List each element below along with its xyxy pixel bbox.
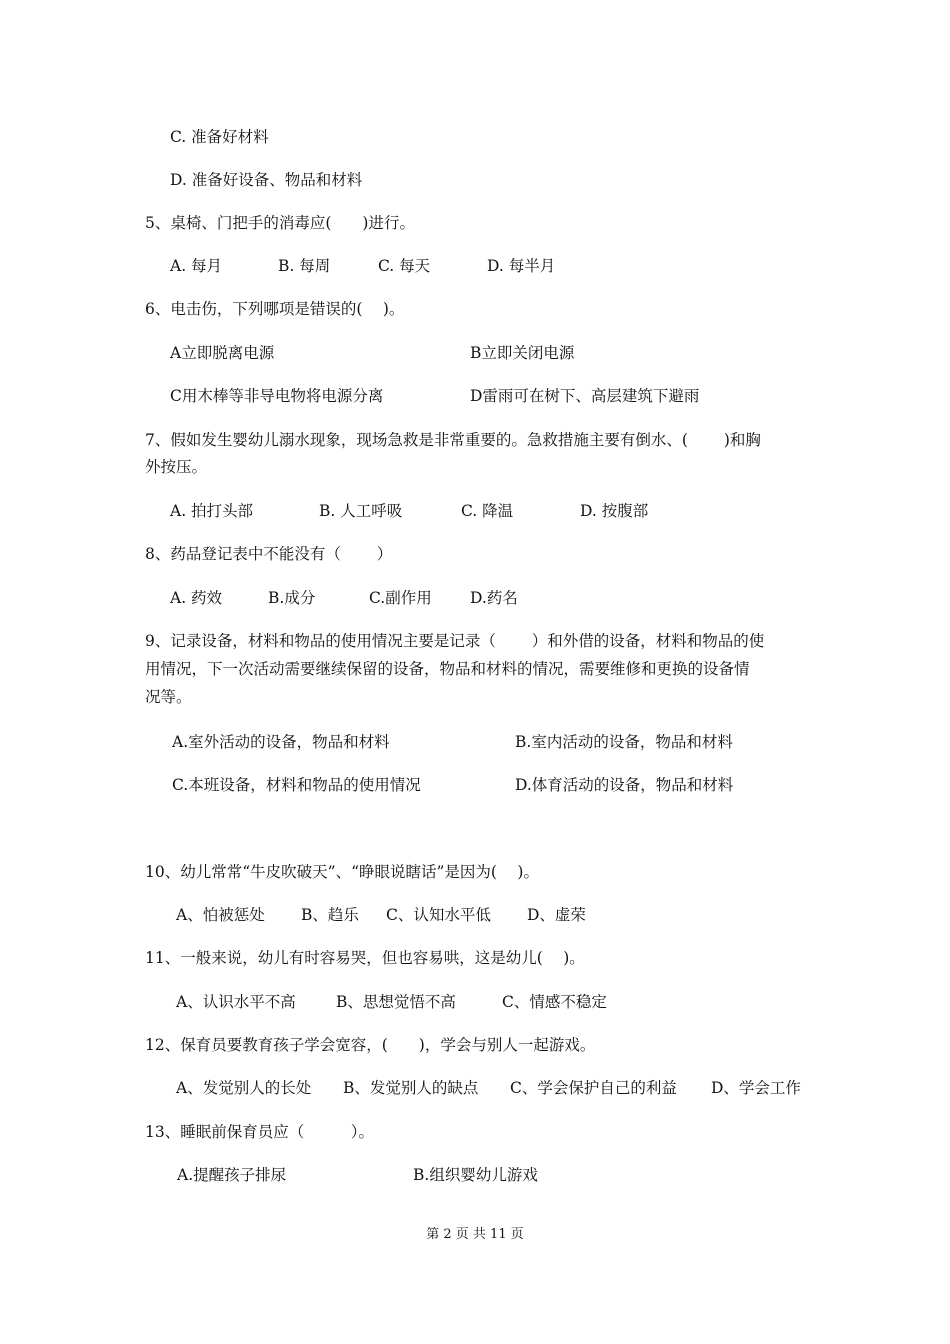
option-d: D.体育活动的设备，物品和材料	[515, 776, 734, 794]
option-c: C. 降温	[461, 502, 514, 520]
option-a: A、怕被惩处	[176, 906, 265, 924]
question-5: 5、桌椅、门把手的消毒应( )进行。	[145, 214, 415, 232]
question-13: 13、睡眠前保育员应（ ）。	[145, 1123, 374, 1141]
option-c: C.本班设备，材料和物品的使用情况	[172, 776, 421, 794]
option-b: B立即关闭电源	[470, 344, 575, 362]
question-9-line-2: 用情况，下一次活动需要继续保留的设备，物品和材料的情况，需要维修和更换的设备情	[145, 660, 750, 678]
option-d: D、学会工作	[711, 1079, 801, 1097]
option-c: C、学会保护自己的利益	[510, 1079, 677, 1097]
option-c: C、情感不稳定	[502, 993, 607, 1011]
question-9-line-1: 9、记录设备，材料和物品的使用情况主要是记录（ ）和外借的设备，材料和物品的使	[145, 632, 765, 650]
option-a: A.提醒孩子排尿	[177, 1166, 287, 1184]
option-a: A.室外活动的设备，物品和材料	[172, 733, 390, 751]
question-7-line-1: 7、假如发生婴幼儿溺水现象，现场急救是非常重要的。急救措施主要有倒水、( )和胸	[145, 431, 761, 449]
option-b: B、趋乐	[301, 906, 359, 924]
question-9-line-3: 况等。	[145, 688, 192, 706]
question-10: 10、幼儿常常“牛皮吹破天”、“睁眼说瞎话”是因为( )。	[145, 863, 539, 881]
option-a: A. 拍打头部	[170, 502, 254, 520]
question-6: 6、电击伤，下列哪项是错误的( )。	[145, 300, 405, 318]
question-8: 8、药品登记表中不能没有（ ）	[145, 545, 393, 563]
option-b: B. 每周	[278, 257, 331, 275]
option-c: C.副作用	[369, 589, 432, 607]
option-b: B. 人工呼吸	[319, 502, 403, 520]
option-c: C、认知水平低	[386, 906, 491, 924]
option-d: D、虚荣	[527, 906, 586, 924]
option-line: C. 准备好材料	[170, 128, 269, 146]
page-footer: 第 2 页 共 11 页	[426, 1227, 524, 1242]
option-a: A. 药效	[170, 589, 223, 607]
option-d: D. 按腹部	[580, 502, 649, 520]
question-11: 11、一般来说，幼儿有时容易哭，但也容易哄，这是幼儿( )。	[145, 949, 585, 967]
option-a: A、认识水平不高	[176, 993, 296, 1011]
option-c: C. 每天	[378, 257, 431, 275]
question-7-line-2: 外按压。	[145, 458, 208, 476]
option-b: B.组织婴幼儿游戏	[413, 1166, 538, 1184]
option-c: C用木棒等非导电物将电源分离	[170, 387, 384, 405]
option-d: D. 每半月	[487, 257, 556, 275]
question-12: 12、保育员要教育孩子学会宽容，( )，学会与别人一起游戏。	[145, 1036, 596, 1054]
option-b: B.成分	[268, 589, 316, 607]
option-a: A立即脱离电源	[170, 344, 275, 362]
option-b: B、发觉别人的缺点	[343, 1079, 479, 1097]
option-b: B.室内活动的设备，物品和材料	[515, 733, 733, 751]
option-d: D雷雨可在树下、高层建筑下避雨	[470, 387, 700, 405]
option-d: D.药名	[470, 589, 518, 607]
option-line: D. 准备好设备、物品和材料	[170, 171, 363, 189]
option-b: B、思想觉悟不高	[336, 993, 456, 1011]
option-a: A. 每月	[170, 257, 223, 275]
option-a: A、发觉别人的长处	[176, 1079, 312, 1097]
